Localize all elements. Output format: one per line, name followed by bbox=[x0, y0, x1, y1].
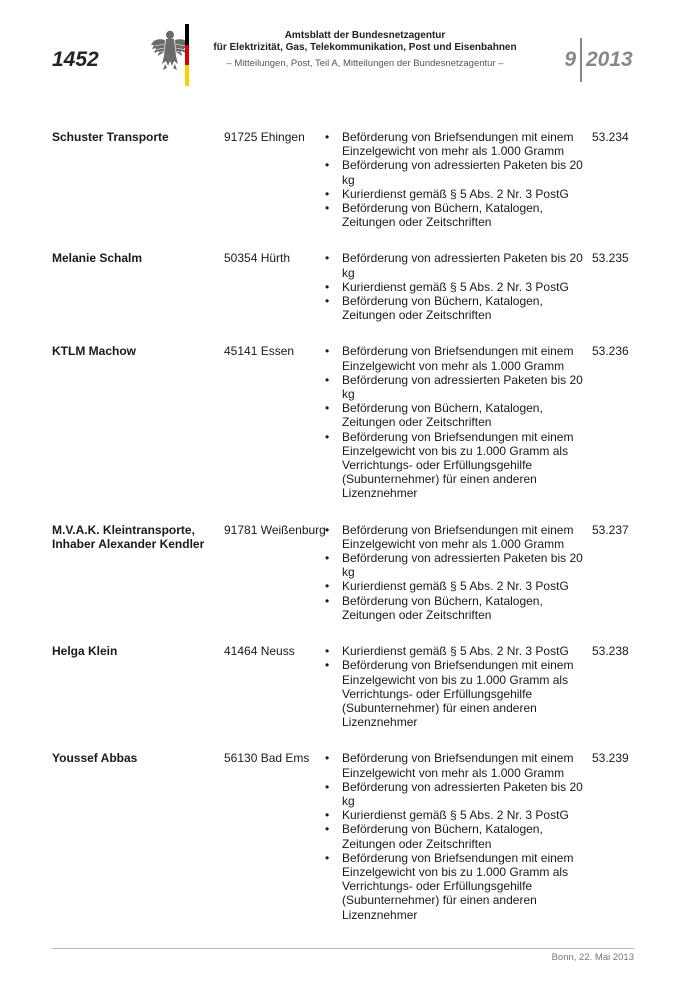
bullet-icon: • bbox=[325, 186, 330, 201]
bullet-icon: • bbox=[325, 251, 330, 266]
footer-date: Bonn, 22. Mai 2013 bbox=[551, 952, 634, 963]
service-list bbox=[325, 751, 591, 921]
service-item bbox=[325, 401, 591, 429]
service-text: Beförderung von adressierten Paketen bis 20 kg bbox=[342, 158, 583, 187]
service-item bbox=[325, 294, 591, 322]
service-item bbox=[325, 658, 591, 729]
service-list bbox=[325, 344, 591, 500]
service-item bbox=[325, 344, 591, 372]
service-item bbox=[325, 751, 591, 779]
service-text: Beförderung von Büchern, Katalogen, Zeitungen oder Zeitschriften bbox=[342, 201, 543, 230]
bullet-icon: • bbox=[325, 401, 330, 416]
service-text: Kurierdienst gemäß § 5 Abs. 2 Nr. 3 PostG bbox=[342, 279, 569, 294]
bullet-icon: • bbox=[325, 658, 330, 673]
service-item bbox=[325, 158, 591, 186]
license-number: 53.238 bbox=[592, 644, 629, 659]
license-number: 53.236 bbox=[592, 344, 629, 359]
service-text: Beförderung von Briefsendungen mit einem Einzelgewicht von mehr als 1.000 Gramm bbox=[342, 344, 574, 373]
license-entry bbox=[52, 251, 642, 322]
service-text: Beförderung von Briefsendungen mit einem Einzelgewicht von mehr als 1.000 Gramm bbox=[342, 130, 574, 159]
licensee-name: Youssef Abbas bbox=[52, 751, 138, 766]
issue-separator bbox=[580, 38, 582, 82]
service-text: Beförderung von Büchern, Katalogen, Zeitungen oder Zeitschriften bbox=[342, 593, 543, 622]
journal-subtitle: – Mitteilungen, Post, Teil A, Mitteilungen der Bundesnetzagentur – bbox=[226, 58, 504, 69]
license-entry bbox=[52, 644, 642, 729]
bullet-icon: • bbox=[325, 822, 330, 837]
bullet-icon: • bbox=[325, 593, 330, 608]
service-list bbox=[325, 644, 591, 729]
licensee-name: Schuster Transporte bbox=[52, 130, 169, 144]
service-item bbox=[325, 280, 591, 294]
flag-stripe-black bbox=[185, 24, 189, 45]
flag-stripe-red bbox=[185, 45, 189, 66]
service-item bbox=[325, 822, 591, 850]
page-number: 1452 bbox=[52, 48, 99, 71]
licensee-name: Helga Klein bbox=[52, 644, 118, 659]
issue-number: 9 bbox=[564, 48, 576, 71]
service-item bbox=[325, 594, 591, 622]
service-text: Beförderung von Briefsendungen mit einem Einzelgewicht von bis zu 1.000 Gramm als Verrichtungs- oder Erfüllungsgehilfe (Subunternehmer) für einen anderen Lizenznehmer bbox=[342, 658, 574, 730]
licensee-name: M.V.A.K. Kleintransporte, Inhaber Alexander Kendler bbox=[52, 522, 205, 551]
flag-bar bbox=[185, 24, 189, 86]
licensee-name: KTLM Machow bbox=[52, 344, 136, 359]
licensee-city: 56130 Bad Ems bbox=[224, 751, 310, 766]
service-text: Beförderung von Büchern, Katalogen, Zeitungen oder Zeitschriften bbox=[342, 401, 543, 430]
license-number: 53.239 bbox=[592, 751, 629, 766]
bullet-icon: • bbox=[325, 779, 330, 794]
bullet-icon: • bbox=[325, 344, 330, 359]
journal-title-line1: Amtsblatt der Bundesnetzagentur bbox=[284, 30, 446, 41]
service-text: Beförderung von Büchern, Katalogen, Zeitungen oder Zeitschriften bbox=[342, 822, 543, 851]
service-text: Beförderung von adressierten Paketen bis 20 kg bbox=[342, 551, 583, 580]
service-item bbox=[325, 808, 591, 822]
license-entry bbox=[52, 523, 642, 622]
journal-title-line2: für Elektrizität, Gas, Telekommunikation, Post und Eisenbahnen bbox=[213, 42, 517, 53]
service-text: Beförderung von Briefsendungen mit einem Einzelgewicht von bis zu 1.000 Gramm als Verrichtungs- oder Erfüllungsgehilfe (Subunternehmer) für einen anderen Lizenznehmer bbox=[342, 850, 574, 922]
bullet-icon: • bbox=[325, 294, 330, 309]
bullet-icon: • bbox=[325, 850, 330, 865]
service-item bbox=[325, 130, 591, 158]
service-list bbox=[325, 251, 591, 322]
license-entry bbox=[52, 751, 642, 921]
licensee-city: 91725 Ehingen bbox=[224, 130, 305, 144]
service-text: Beförderung von adressierten Paketen bis 20 kg bbox=[342, 779, 583, 808]
service-text: Beförderung von Briefsendungen mit einem Einzelgewicht von mehr als 1.000 Gramm bbox=[342, 522, 574, 551]
service-text: Beförderung von Büchern, Katalogen, Zeitungen oder Zeitschriften bbox=[342, 294, 543, 323]
licensee-city: 50354 Hürth bbox=[224, 251, 291, 266]
service-text: Kurierdienst gemäß § 5 Abs. 2 Nr. 3 PostG bbox=[342, 808, 569, 823]
license-number: 53.235 bbox=[592, 251, 629, 266]
license-entry-list bbox=[52, 130, 642, 944]
service-text: Beförderung von adressierten Paketen bis 20 kg bbox=[342, 372, 583, 402]
licensee-city: 91781 Weißenburg bbox=[224, 522, 326, 537]
bullet-icon: • bbox=[325, 751, 330, 766]
service-item bbox=[325, 851, 591, 922]
service-item bbox=[325, 551, 591, 579]
bullet-icon: • bbox=[325, 279, 330, 294]
bullet-icon: • bbox=[325, 644, 330, 659]
flag-stripe-gold bbox=[185, 65, 189, 86]
license-entry bbox=[52, 344, 642, 500]
bullet-icon: • bbox=[325, 201, 330, 216]
licensee-city: 41464 Neuss bbox=[224, 644, 295, 659]
bullet-icon: • bbox=[325, 130, 330, 144]
service-item bbox=[325, 430, 591, 501]
service-item bbox=[325, 251, 591, 279]
licensee-name: Melanie Schalm bbox=[52, 251, 143, 266]
bullet-icon: • bbox=[325, 551, 330, 566]
bullet-icon: • bbox=[325, 579, 330, 594]
license-number: 53.237 bbox=[592, 522, 629, 537]
service-item bbox=[325, 373, 591, 401]
service-text: Beförderung von Briefsendungen mit einem Einzelgewicht von mehr als 1.000 Gramm bbox=[342, 751, 574, 780]
federal-eagle-icon bbox=[150, 28, 190, 72]
service-item bbox=[325, 579, 591, 593]
service-item bbox=[325, 780, 591, 808]
service-item bbox=[325, 523, 591, 551]
service-item bbox=[325, 644, 591, 658]
service-list bbox=[325, 523, 591, 622]
footer-divider bbox=[52, 948, 634, 949]
bullet-icon: • bbox=[325, 808, 330, 823]
service-text: Kurierdienst gemäß § 5 Abs. 2 Nr. 3 PostG bbox=[342, 644, 569, 659]
license-number: 53.234 bbox=[592, 130, 629, 144]
license-entry bbox=[52, 130, 642, 229]
bullet-icon: • bbox=[325, 429, 330, 444]
licensee-city: 45141 Essen bbox=[224, 344, 295, 359]
service-text: Kurierdienst gemäß § 5 Abs. 2 Nr. 3 PostG bbox=[342, 186, 569, 201]
service-list bbox=[325, 130, 591, 229]
bullet-icon: • bbox=[325, 158, 330, 173]
service-text: Kurierdienst gemäß § 5 Abs. 2 Nr. 3 PostG bbox=[342, 579, 569, 594]
service-text: Beförderung von Briefsendungen mit einem Einzelgewicht von bis zu 1.000 Gramm als Verrichtungs- oder Erfüllungsgehilfe (Subunternehmer) für einen anderen Lizenznehmer bbox=[342, 429, 574, 501]
bullet-icon: • bbox=[325, 522, 330, 537]
service-item bbox=[325, 187, 591, 201]
journal-title bbox=[200, 30, 530, 54]
issue-year: 2013 bbox=[586, 48, 633, 71]
bullet-icon: • bbox=[325, 372, 330, 387]
service-item bbox=[325, 201, 591, 229]
service-text: Beförderung von adressierten Paketen bis 20 kg bbox=[342, 251, 583, 280]
